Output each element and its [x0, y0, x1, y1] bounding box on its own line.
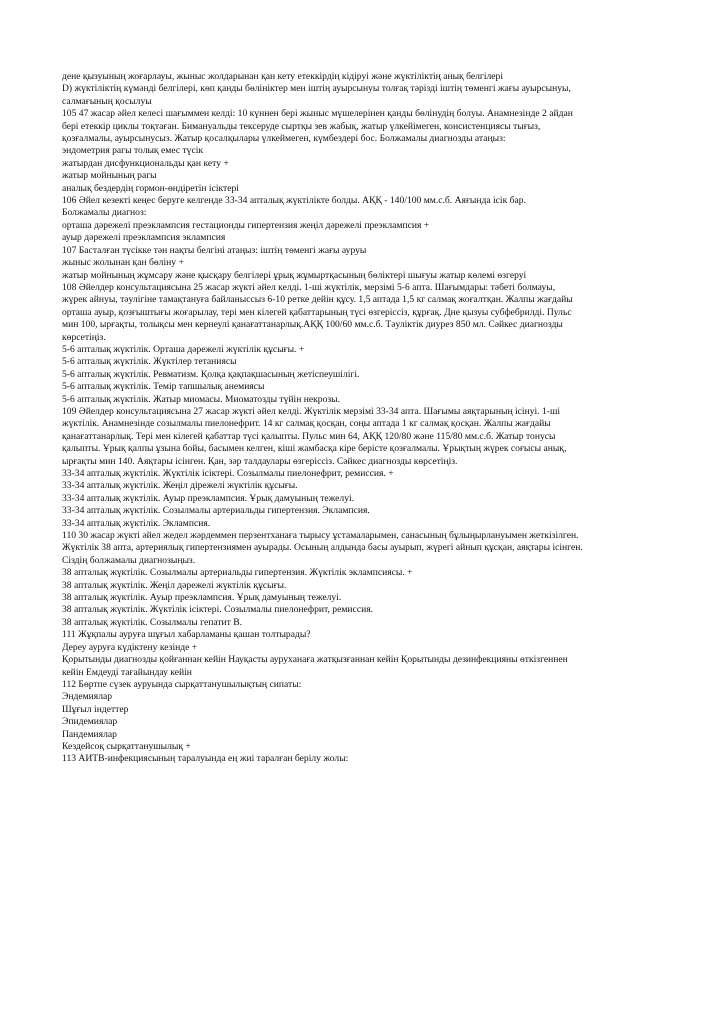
- text-line: орташа ауыр, қозғыштығы жоғарылау, тері мен кілегей қабаттарының түсі өзгеріссіз, құрғақ. Дне қызуы субфебрилді. Пульс: [62, 306, 572, 318]
- text-line: жатыр мойнының жұмсару және қысқару белгілері ұрық жұмыртқасының бөліктері шығуы жатыр көлемі өзгеруі: [62, 269, 527, 281]
- text-line: 33-34 апталық жүктілік. Эклампсия.: [62, 517, 211, 529]
- text-line: дене қызуының жоғарлауы, жыныс жолдарынан қан кету етеккірдің кідіруі және жүктіліктің анық белгілері: [62, 71, 504, 82]
- text-line: Эпидемиялар: [62, 716, 118, 728]
- text-line: жатырдан дисфункциональды қан кету +: [62, 157, 229, 169]
- text-line: 33-34 апталық жүктілік. Созылмалы артериальды гипертензия. Эклампсия.: [62, 505, 370, 517]
- text-line: көрсетіңіз.: [62, 331, 106, 343]
- text-line: эндометрия рагы толық емес түсік: [62, 145, 204, 157]
- text-line: Қорытынды диагнозды қойғаннан кейін Науқасты ауруханаға жатқызғаннан кейін Қорытынды дезинфекцияны өткізгеннен: [62, 654, 568, 666]
- text-line: бері етеккір циклы тоқтаған. Бимануальды тексеруде сыртқы зев жабық, жатыр үлкейімеген, консистенциясы тығыз,: [62, 120, 541, 132]
- text-line: 38 апталық жүктілік. Ауыр преэклампсия. Ұрық дамуының тежелуі.: [62, 592, 342, 604]
- text-line: 38 апталық жүктілік. Созылмалы артериальды гипертензия. Жүктілік эклампсиясы. +: [62, 567, 413, 579]
- text-line: Сіздің болжамалы диагнозыңыз.: [62, 554, 196, 566]
- text-line: Шұғыл індеттер: [62, 703, 129, 715]
- text-line: 5-6 апталық жүктілік. Жүктілер тетаниясы: [62, 356, 237, 368]
- text-line: 38 апталық жүктілік. Созылмалы гепатит В.: [62, 616, 243, 628]
- text-line: жүрек айнуы, тәулігіне тамақтануға байланыссыз 6-10 ретке дейін құсу. 1,5 аптада 1,5 кг салмақ жоғалтқан. Жалпы жағдайы: [62, 294, 573, 306]
- text-line: 107 Басталған түсікке тән нақты белгіні атаңыз: іштің төменгі жағы ауруы: [62, 244, 367, 256]
- text-line: 38 апталық жүктілік. Жүктілік ісіктері. Созылмалы пиелонефрит, ремиссия.: [62, 604, 374, 616]
- text-line: жүктілік. Анамнезінде созылмалы пиелонефрит. 14 кг салмақ қосқан, соңы аптада 1 кг салмақ қосқан. Жалпы жағдайы: [62, 418, 551, 430]
- text-line: орташа дәрежелі преэклампсия гестационды гипертензия жеңіл дәрежелі преэклампсия +: [62, 219, 430, 231]
- text-line: 33-34 апталық жүктілік. Жүктілік ісіктері. Созылмалы пиелонефрит, ремиссия. +: [62, 468, 394, 479]
- text-line: D) жүктіліктің күмәнді белгілері, көп қанды бөлініктер мен іштің ауырсынуы толғақ тәрізді іштің төменгі жағы ауырсынуы,: [62, 83, 571, 95]
- text-line: аналық бездердің гормон-өндіретін ісіктері: [62, 182, 239, 194]
- text-line: 112 Бөртпе сүзек ауруында сырқаттанушылықтың сипаты:: [62, 678, 302, 690]
- text-line: Жүктілік 38 апта, артериялық гипертензиямен ауырады. Осының алдында басы ауырып, жүрегі айнып құсқан, аяқтары ісінген.: [62, 542, 583, 554]
- text-line: ырғақты мин 140. Аяқтары ісінген. Қан, зәр талдаулары өзгеріссіз. Сәйкес диагнозды көрсетіңіз.: [62, 455, 458, 467]
- text-line: Дереу ауруға күдіктену кезінде +: [62, 641, 198, 653]
- text-line: Кездейсоқ сырқаттанушылық +: [62, 740, 191, 752]
- text-line: 110 30 жасар жүкті әйел жедел жәрдеммен перзентханаға тырысу ұстамаларымен, санасының бұлыңырлануымен жеткізілген.: [62, 530, 579, 542]
- document-page: [62, 71, 674, 766]
- text-line: 5-6 апталық жүктілік. Темір тапшылық анемиясы: [62, 381, 265, 393]
- text-line: 105 47 жасар әйел келесі шағыммен келді: 10 күннен бері жыныс мүшелерінен қанды бөлінудің болуы. Анамнезінде 2 айдан: [62, 108, 573, 120]
- text-line: 33-34 апталық жүктілік. Жеңіл дірежелі жүктілік құсығы.: [62, 480, 298, 492]
- text-line: ауыр дәрежелі преэклампсия эклампсия: [62, 232, 226, 244]
- text-line: жатыр мойнының рагы: [62, 170, 157, 182]
- text-line: 111 Жұқпалы ауруға шұғыл хабарламаны қашан толтырады?: [62, 629, 311, 641]
- text-line: қанағаттанарлық. Тері мен кілегей қабаттар түсі қалыпты. Пульс мин 64, АҚҚ 120/80 және 115/80 мм.с.б. Жатыр тонусы: [62, 430, 556, 442]
- text-line: Болжамалы диагноз:: [62, 207, 147, 219]
- text-line: 33-34 апталық жүктілік. Ауыр преэклампсия. Ұрық дамуының тежелуі.: [62, 492, 355, 504]
- text-line: 109 Әйелдер консультациясына 27 жасар жүкті әйел келді. Жүктілік мерзімі 33-34 апта. Шағымы аяқтарының ісінуі. 1-ші: [62, 405, 561, 417]
- text-line: кейін Емдеуді тағайындау кейін: [62, 666, 192, 678]
- text-line: Эндемиялар: [62, 691, 113, 703]
- text-line: 108 Әйелдер консультациясына 25 жасар жүкті әйел келді. 1-ші жүктілік, мерзімі 5-6 апта. Шағымдары: тәбеті болмауы,: [62, 281, 556, 293]
- text-line: жыныс жолынан қан бөліну +: [62, 257, 184, 269]
- text-line: 113 АИТВ-инфекциясының таралуында ең жиі таралған берілу жолы:: [62, 753, 349, 765]
- text-line: 38 апталық жүктілік. Жеңіл дәрежелі жүктілік құсығы.: [62, 579, 287, 591]
- text-line: мин 100, ырғақты, толықсы мен кернеулі қанағаттанарлық.АҚҚ 100/60 мм.с.б. Тәуліктік диурез 850 мл. Сәйкес диагнозды: [62, 319, 563, 331]
- text-line: 106 Әйел кезекті кеңес беруге келгенде 33-34 апталық жүктілікте болды. АҚҚ - 140/100 мм.с.б. Аяғында ісік бар.: [62, 195, 526, 207]
- text-line: 5-6 апталық жүктілік. Орташа дәрежелі жүктілік құсығы. +: [62, 343, 305, 355]
- text-line: 5-6 апталық жүктілік. Ревматизм. Қолқа қақпақшасының жетіспеушілігі.: [62, 368, 360, 380]
- text-line: қозғалмалы, ауырсынусыз. Жатыр қосалқылары үлкеймеген, күмбездері бос. Болжамалы диагнозды атаңыз:: [62, 133, 506, 145]
- text-line: Пандемиялар: [62, 728, 117, 740]
- text-line: 5-6 апталық жүктілік. Жатыр миомасы. Миоматозды түйін некрозы.: [62, 393, 341, 405]
- text-line: қалыпты. Ұрық қалпы ұзына бойы, басымен келген, кіші жамбасқа кіре берісте қозғалмалы. Ұрықтың жүрек соғысы анық,: [62, 443, 567, 455]
- text-line: салмағының қосылуы: [62, 95, 152, 107]
